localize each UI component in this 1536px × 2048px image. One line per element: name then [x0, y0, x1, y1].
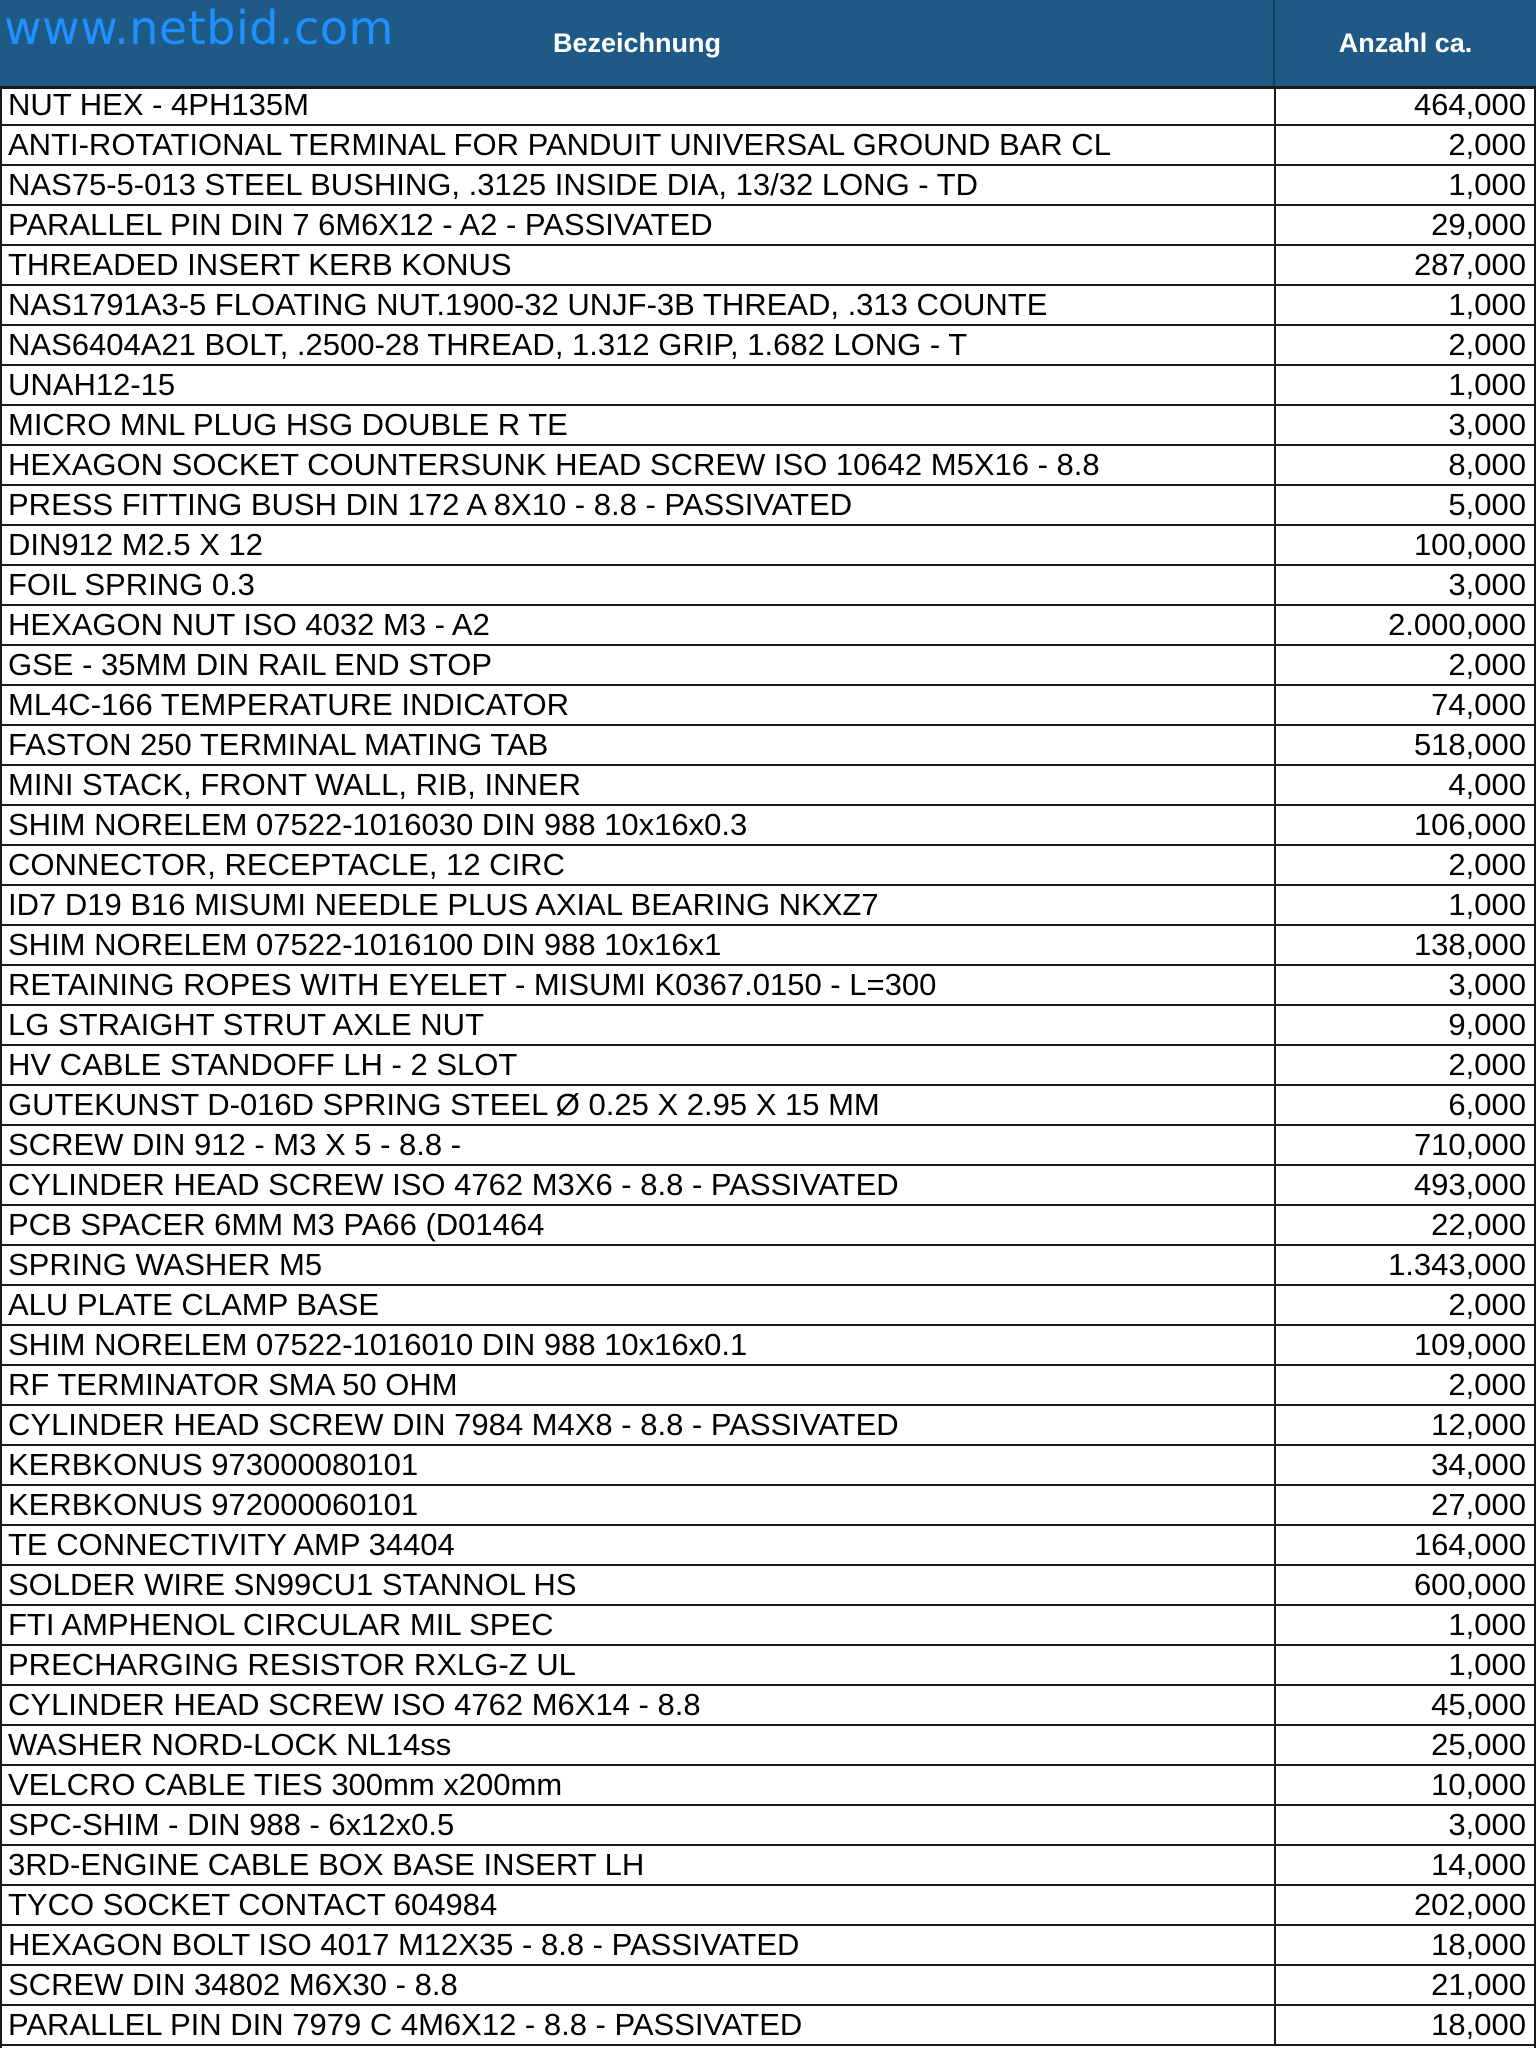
cell-bezeichnung: LG STRAIGHT STRUT AXLE NUT: [0, 1006, 1276, 1044]
cell-bezeichnung: KERBKONUS 973000080101: [0, 1446, 1276, 1484]
cell-anzahl: 1,000: [1448, 887, 1526, 922]
cell-bezeichnung: ID7 D19 B16 MISUMI NEEDLE PLUS AXIAL BEARING NKXZ7: [0, 886, 1276, 924]
table-row[interactable]: [0, 646, 1536, 686]
table-row[interactable]: [0, 486, 1536, 526]
table-row[interactable]: [0, 206, 1536, 246]
cell-anzahl: 1,000: [1448, 1607, 1526, 1642]
table-row[interactable]: [0, 1686, 1536, 1726]
cell-bezeichnung: ALU PLATE CLAMP BASE: [0, 1286, 1276, 1324]
cell-anzahl: 5,000: [1448, 487, 1526, 522]
cell-anzahl: 4,000: [1448, 767, 1526, 802]
table-row[interactable]: [0, 1606, 1536, 1646]
cell-anzahl: 29,000: [1431, 207, 1526, 242]
cell-anzahl: 6,000: [1448, 1087, 1526, 1122]
cell-anzahl: 2,000: [1448, 1287, 1526, 1322]
cell-anzahl: 2,000: [1448, 847, 1526, 882]
table-row[interactable]: [0, 686, 1536, 726]
cell-bezeichnung: PRECHARGING RESISTOR RXLG-Z UL: [0, 1646, 1276, 1684]
cell-anzahl: 2,000: [1448, 127, 1526, 162]
cell-bezeichnung: MICRO MNL PLUG HSG DOUBLE R TE: [0, 406, 1276, 444]
table-row[interactable]: [0, 1366, 1536, 1406]
cell-bezeichnung: SHIM NORELEM 07522-1016030 DIN 988 10x16x0.3: [0, 806, 1276, 844]
cell-bezeichnung: HEXAGON BOLT ISO 4017 M12X35 - 8.8 - PASSIVATED: [0, 1926, 1276, 1964]
table-row[interactable]: [0, 1206, 1536, 1246]
cell-bezeichnung: CONNECTOR, RECEPTACLE, 12 CIRC: [0, 846, 1276, 884]
cell-bezeichnung: CYLINDER HEAD SCREW ISO 4762 M3X6 - 8.8 - PASSIVATED: [0, 1166, 1276, 1204]
table-row[interactable]: [0, 1646, 1536, 1686]
table-row[interactable]: [0, 886, 1536, 926]
table-row[interactable]: [0, 1286, 1536, 1326]
cell-anzahl: 600,000: [1413, 1567, 1526, 1602]
table-row[interactable]: [0, 1006, 1536, 1046]
cell-anzahl: 710,000: [1413, 1127, 1526, 1162]
table-row[interactable]: [0, 1566, 1536, 1606]
table-row[interactable]: [0, 1086, 1536, 1126]
table-row[interactable]: [0, 766, 1536, 806]
cell-bezeichnung: THREADED INSERT KERB KONUS: [0, 246, 1276, 284]
cell-bezeichnung: DIN912 M2.5 X 12: [0, 526, 1276, 564]
cell-bezeichnung: NAS75-5-013 STEEL BUSHING, .3125 INSIDE DIA, 13/32 LONG - TD: [0, 166, 1276, 204]
cell-anzahl: 9,000: [1448, 1007, 1526, 1042]
table-row[interactable]: [0, 1846, 1536, 1886]
cell-bezeichnung: GUTEKUNST D-016D SPRING STEEL Ø 0.25 X 2.95 X 15 MM: [0, 1086, 1276, 1124]
cell-bezeichnung: FOIL SPRING 0.3: [0, 566, 1276, 604]
table-row[interactable]: [0, 406, 1536, 446]
table-header: [0, 0, 1536, 89]
cell-anzahl: 21,000: [1431, 1967, 1526, 2002]
cell-anzahl: 2,000: [1448, 1047, 1526, 1082]
table-row[interactable]: [0, 1886, 1536, 1926]
cell-bezeichnung: FTI AMPHENOL CIRCULAR MIL SPEC: [0, 1606, 1276, 1644]
cell-bezeichnung: 3RD-ENGINE CABLE BOX BASE INSERT LH: [0, 1846, 1276, 1884]
table-row[interactable]: [0, 966, 1536, 1006]
table-row[interactable]: [0, 326, 1536, 366]
cell-anzahl: 1,000: [1448, 1647, 1526, 1682]
cell-bezeichnung: WASHER NORD-LOCK NL14ss: [0, 1726, 1276, 1764]
cell-anzahl: 138,000: [1413, 927, 1526, 962]
cell-bezeichnung: SHIM NORELEM 07522-1016010 DIN 988 10x16x0.1: [0, 1326, 1276, 1364]
cell-anzahl: 518,000: [1413, 727, 1526, 762]
cell-bezeichnung: RETAINING ROPES WITH EYELET - MISUMI K0367.0150 - L=300: [0, 966, 1276, 1004]
cell-anzahl: 2,000: [1448, 327, 1526, 362]
table-row[interactable]: [0, 566, 1536, 606]
table-row[interactable]: [0, 1246, 1536, 1286]
cell-bezeichnung: NUT HEX - 4PH135M: [0, 86, 1276, 124]
cell-bezeichnung: ANTI-ROTATIONAL TERMINAL FOR PANDUIT UNIVERSAL GROUND BAR CL: [0, 126, 1276, 164]
table-row[interactable]: [0, 1326, 1536, 1366]
cell-bezeichnung: SOLDER WIRE SN99CU1 STANNOL HS: [0, 1566, 1276, 1604]
cell-bezeichnung: FASTON 250 TERMINAL MATING TAB: [0, 726, 1276, 764]
column-header-bezeichnung[interactable]: Bezeichnung: [552, 28, 721, 58]
cell-bezeichnung: PARALLEL PIN DIN 7 6M6X12 - A2 - PASSIVATED: [0, 206, 1276, 244]
netbid-watermark: www.netbid.com: [4, 1, 394, 55]
table-row[interactable]: [0, 2006, 1536, 2046]
table-row[interactable]: [0, 166, 1536, 206]
cell-anzahl: 14,000: [1431, 1847, 1526, 1882]
table-row[interactable]: [0, 366, 1536, 406]
cell-anzahl: 287,000: [1413, 247, 1526, 282]
table-row[interactable]: [0, 1526, 1536, 1566]
cell-bezeichnung: PCB SPACER 6MM M3 PA66 (D01464: [0, 1206, 1276, 1244]
cell-bezeichnung: TE CONNECTIVITY AMP 34404: [0, 1526, 1276, 1564]
cell-bezeichnung: HV CABLE STANDOFF LH - 2 SLOT: [0, 1046, 1276, 1084]
cell-bezeichnung: PRESS FITTING BUSH DIN 172 A 8X10 - 8.8 - PASSIVATED: [0, 486, 1276, 524]
cell-anzahl: 1,000: [1448, 167, 1526, 202]
column-header-anzahl[interactable]: Anzahl ca.: [1338, 28, 1473, 58]
cell-bezeichnung: MINI STACK, FRONT WALL, RIB, INNER: [0, 766, 1276, 804]
cell-bezeichnung: HEXAGON NUT ISO 4032 M3 - A2: [0, 606, 1276, 644]
cell-anzahl: 2,000: [1448, 647, 1526, 682]
cell-bezeichnung: RF TERMINATOR SMA 50 OHM: [0, 1366, 1276, 1404]
table-row[interactable]: [0, 1966, 1536, 2006]
cell-anzahl: 464,000: [1413, 87, 1526, 122]
cell-anzahl: 3,000: [1448, 567, 1526, 602]
table-row[interactable]: [0, 526, 1536, 566]
table-left-border: [0, 86, 2, 2048]
cell-anzahl: 3,000: [1448, 407, 1526, 442]
table-row[interactable]: [0, 1726, 1536, 1766]
table-row[interactable]: [0, 1926, 1536, 1966]
table-body: [0, 86, 1536, 2046]
cell-anzahl: 109,000: [1413, 1327, 1526, 1362]
cell-anzahl: 18,000: [1431, 2007, 1526, 2042]
cell-anzahl: 202,000: [1413, 1887, 1526, 1922]
cell-anzahl: 45,000: [1431, 1687, 1526, 1722]
cell-bezeichnung: CYLINDER HEAD SCREW DIN 7984 M4X8 - 8.8 - PASSIVATED: [0, 1406, 1276, 1444]
table-row[interactable]: [0, 1766, 1536, 1806]
table-row[interactable]: [0, 806, 1536, 846]
cell-bezeichnung: PARALLEL PIN DIN 7979 C 4M6X12 - 8.8 - PASSIVATED: [0, 2006, 1276, 2044]
table-row[interactable]: [0, 246, 1536, 286]
cell-bezeichnung: SPC-SHIM - DIN 988 - 6x12x0.5: [0, 1806, 1276, 1844]
table-row[interactable]: [0, 1806, 1536, 1846]
cell-bezeichnung: NAS6404A21 BOLT, .2500-28 THREAD, 1.312 GRIP, 1.682 LONG - T: [0, 326, 1276, 364]
cell-anzahl: 100,000: [1413, 527, 1526, 562]
table-row[interactable]: [0, 286, 1536, 326]
table-row[interactable]: [0, 86, 1536, 126]
table-row[interactable]: [0, 846, 1536, 886]
cell-anzahl: 2.000,000: [1388, 607, 1526, 642]
cell-anzahl: 1.343,000: [1388, 1247, 1526, 1282]
table-row[interactable]: [0, 926, 1536, 966]
cell-bezeichnung: CYLINDER HEAD SCREW ISO 4762 M6X14 - 8.8: [0, 1686, 1276, 1724]
cell-bezeichnung: SCREW DIN 912 - M3 X 5 - 8.8 -: [0, 1126, 1276, 1164]
cell-bezeichnung: VELCRO CABLE TIES 300mm x200mm: [0, 1766, 1276, 1804]
cell-anzahl: 106,000: [1413, 807, 1526, 842]
cell-bezeichnung: SHIM NORELEM 07522-1016100 DIN 988 10x16x1: [0, 926, 1276, 964]
cell-anzahl: 34,000: [1431, 1447, 1526, 1482]
cell-bezeichnung: KERBKONUS 972000060101: [0, 1486, 1276, 1524]
cell-anzahl: 22,000: [1431, 1207, 1526, 1242]
cell-bezeichnung: TYCO SOCKET CONTACT 604984: [0, 1886, 1276, 1924]
table-row[interactable]: [0, 1446, 1536, 1486]
cell-anzahl: 27,000: [1431, 1487, 1526, 1522]
table-row[interactable]: [0, 1046, 1536, 1086]
table-row[interactable]: [0, 726, 1536, 766]
cell-anzahl: 1,000: [1448, 287, 1526, 322]
cell-bezeichnung: GSE - 35MM DIN RAIL END STOP: [0, 646, 1276, 684]
table-row[interactable]: [0, 1486, 1536, 1526]
table-row[interactable]: [0, 1166, 1536, 1206]
table-row[interactable]: [0, 1126, 1536, 1166]
cell-anzahl: 164,000: [1413, 1527, 1526, 1562]
cell-anzahl: 3,000: [1448, 967, 1526, 1002]
table-row[interactable]: [0, 606, 1536, 646]
cell-anzahl: 1,000: [1448, 367, 1526, 402]
cell-anzahl: 10,000: [1431, 1767, 1526, 1802]
cell-bezeichnung: UNAH12-15: [0, 366, 1276, 404]
cell-anzahl: 18,000: [1431, 1927, 1526, 1962]
table-row[interactable]: [0, 126, 1536, 166]
cell-bezeichnung: NAS1791A3-5 FLOATING NUT.1900-32 UNJF-3B THREAD, .313 COUNTE: [0, 286, 1276, 324]
cell-anzahl: 25,000: [1431, 1727, 1526, 1762]
cell-anzahl: 2,000: [1448, 1367, 1526, 1402]
table-row[interactable]: [0, 446, 1536, 486]
cell-bezeichnung: HEXAGON SOCKET COUNTERSUNK HEAD SCREW ISO 10642 M5X16 - 8.8: [0, 446, 1276, 484]
cell-bezeichnung: ML4C-166 TEMPERATURE INDICATOR: [0, 686, 1276, 724]
cell-anzahl: 8,000: [1448, 447, 1526, 482]
cell-anzahl: 74,000: [1431, 687, 1526, 722]
cell-bezeichnung: SCREW DIN 34802 M6X30 - 8.8: [0, 1966, 1276, 2004]
cell-anzahl: 12,000: [1431, 1407, 1526, 1442]
cell-anzahl: 3,000: [1448, 1807, 1526, 1842]
cell-anzahl: 493,000: [1413, 1167, 1526, 1202]
table-row[interactable]: [0, 1406, 1536, 1446]
cell-bezeichnung: SPRING WASHER M5: [0, 1246, 1276, 1284]
